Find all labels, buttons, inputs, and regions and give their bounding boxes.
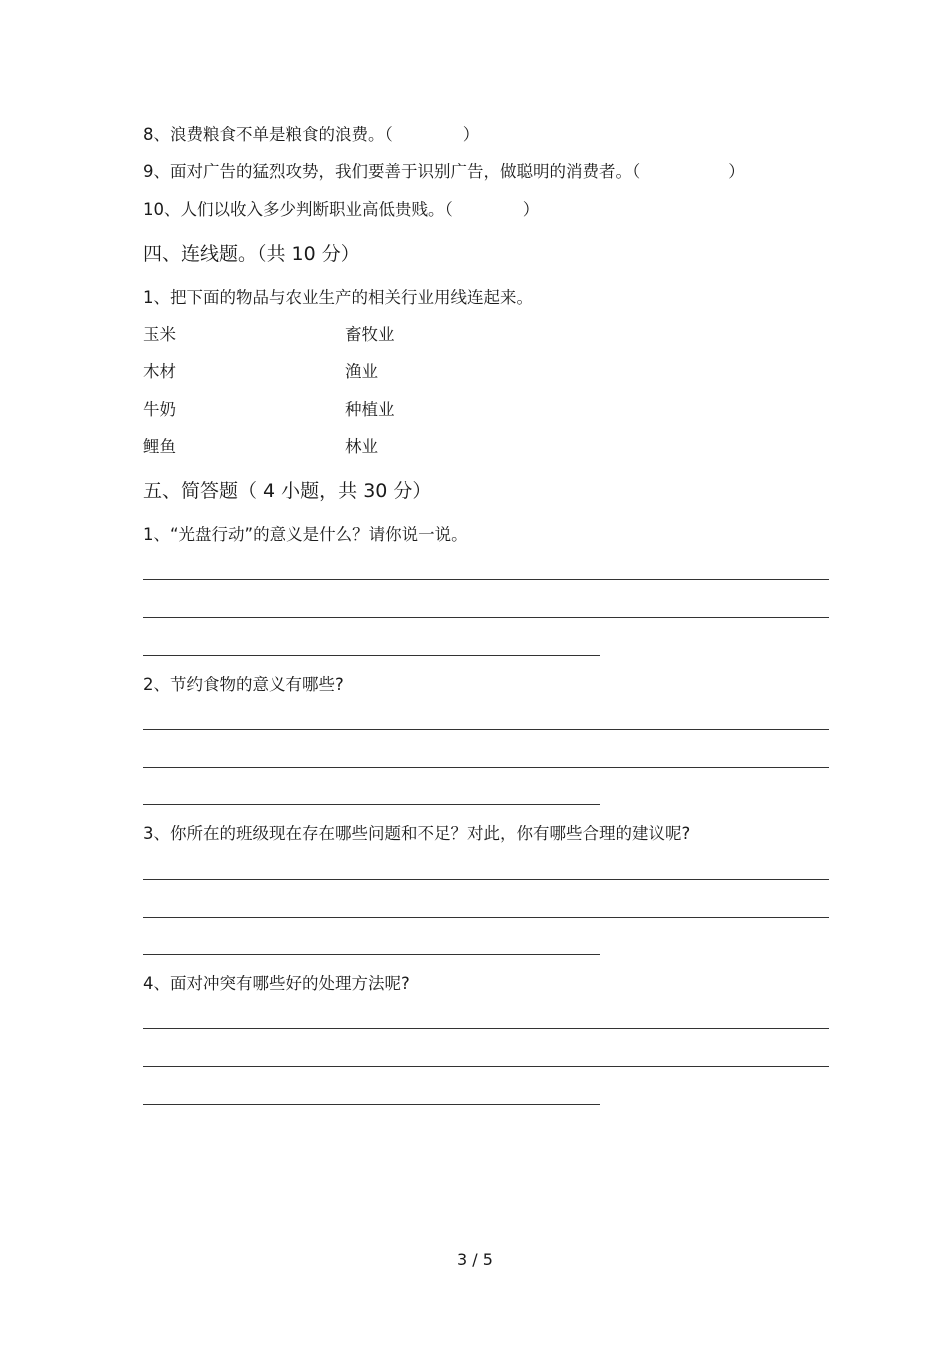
match-right-item: 种植业 bbox=[345, 400, 395, 419]
answer-line[interactable] bbox=[143, 617, 829, 618]
tf-question-9 bbox=[143, 162, 745, 182]
match-right-item: 畜牧业 bbox=[345, 325, 395, 344]
short-answer-question-1: 1、“光盘行动”的意义是什么？请你说一说。 bbox=[143, 525, 468, 544]
section-5-heading: 五、简答题（ 4 小题，共 30 分） bbox=[143, 480, 432, 502]
answer-line[interactable] bbox=[143, 917, 829, 918]
answer-line[interactable] bbox=[143, 1066, 829, 1067]
match-left-item: 牛奶 bbox=[143, 400, 176, 419]
answer-line[interactable] bbox=[143, 729, 829, 730]
tf-question-10-close: ） bbox=[522, 200, 540, 219]
short-answer-question-4: 4、面对冲突有哪些好的处理方法呢? bbox=[143, 974, 410, 993]
tf-question-9-close: ） bbox=[728, 162, 745, 181]
match-left-item: 木材 bbox=[143, 362, 176, 381]
match-left-item: 鲤鱼 bbox=[143, 437, 176, 456]
page-number: 3 / 5 bbox=[457, 1250, 493, 1269]
tf-question-8-close: ） bbox=[462, 125, 480, 144]
tf-question-10-text: 10、人们以收入多少判断职业高低贵贱。（ bbox=[143, 200, 453, 219]
answer-line[interactable] bbox=[143, 1028, 829, 1029]
answer-line[interactable] bbox=[143, 1104, 600, 1105]
answer-line[interactable] bbox=[143, 879, 829, 880]
answer-line[interactable] bbox=[143, 767, 829, 768]
answer-line[interactable] bbox=[143, 655, 600, 656]
tf-question-8-text: 8、浪费粮食不单是粮食的浪费。（ bbox=[143, 125, 393, 144]
short-answer-question-2: 2、节约食物的意义有哪些? bbox=[143, 675, 344, 694]
match-right-item: 渔业 bbox=[345, 362, 378, 381]
short-answer-question-3: 3、你所在的班级现在存在哪些问题和不足？对此，你有哪些合理的建议呢? bbox=[143, 824, 691, 843]
answer-line[interactable] bbox=[143, 579, 829, 580]
section-4-question-1: 1、把下面的物品与农业生产的相关行业用线连起来。 bbox=[143, 288, 533, 307]
tf-question-8 bbox=[143, 125, 479, 145]
match-right-item: 林业 bbox=[345, 437, 378, 456]
answer-line[interactable] bbox=[143, 804, 600, 805]
answer-line[interactable] bbox=[143, 954, 600, 955]
match-left-item: 玉米 bbox=[143, 325, 176, 344]
tf-question-10 bbox=[143, 200, 539, 220]
tf-question-9-text: 9、面对广告的猛烈攻势，我们要善于识别广告，做聪明的消费者。（ bbox=[143, 162, 641, 181]
section-4-heading: 四、连线题。（共 10 分） bbox=[143, 243, 360, 265]
